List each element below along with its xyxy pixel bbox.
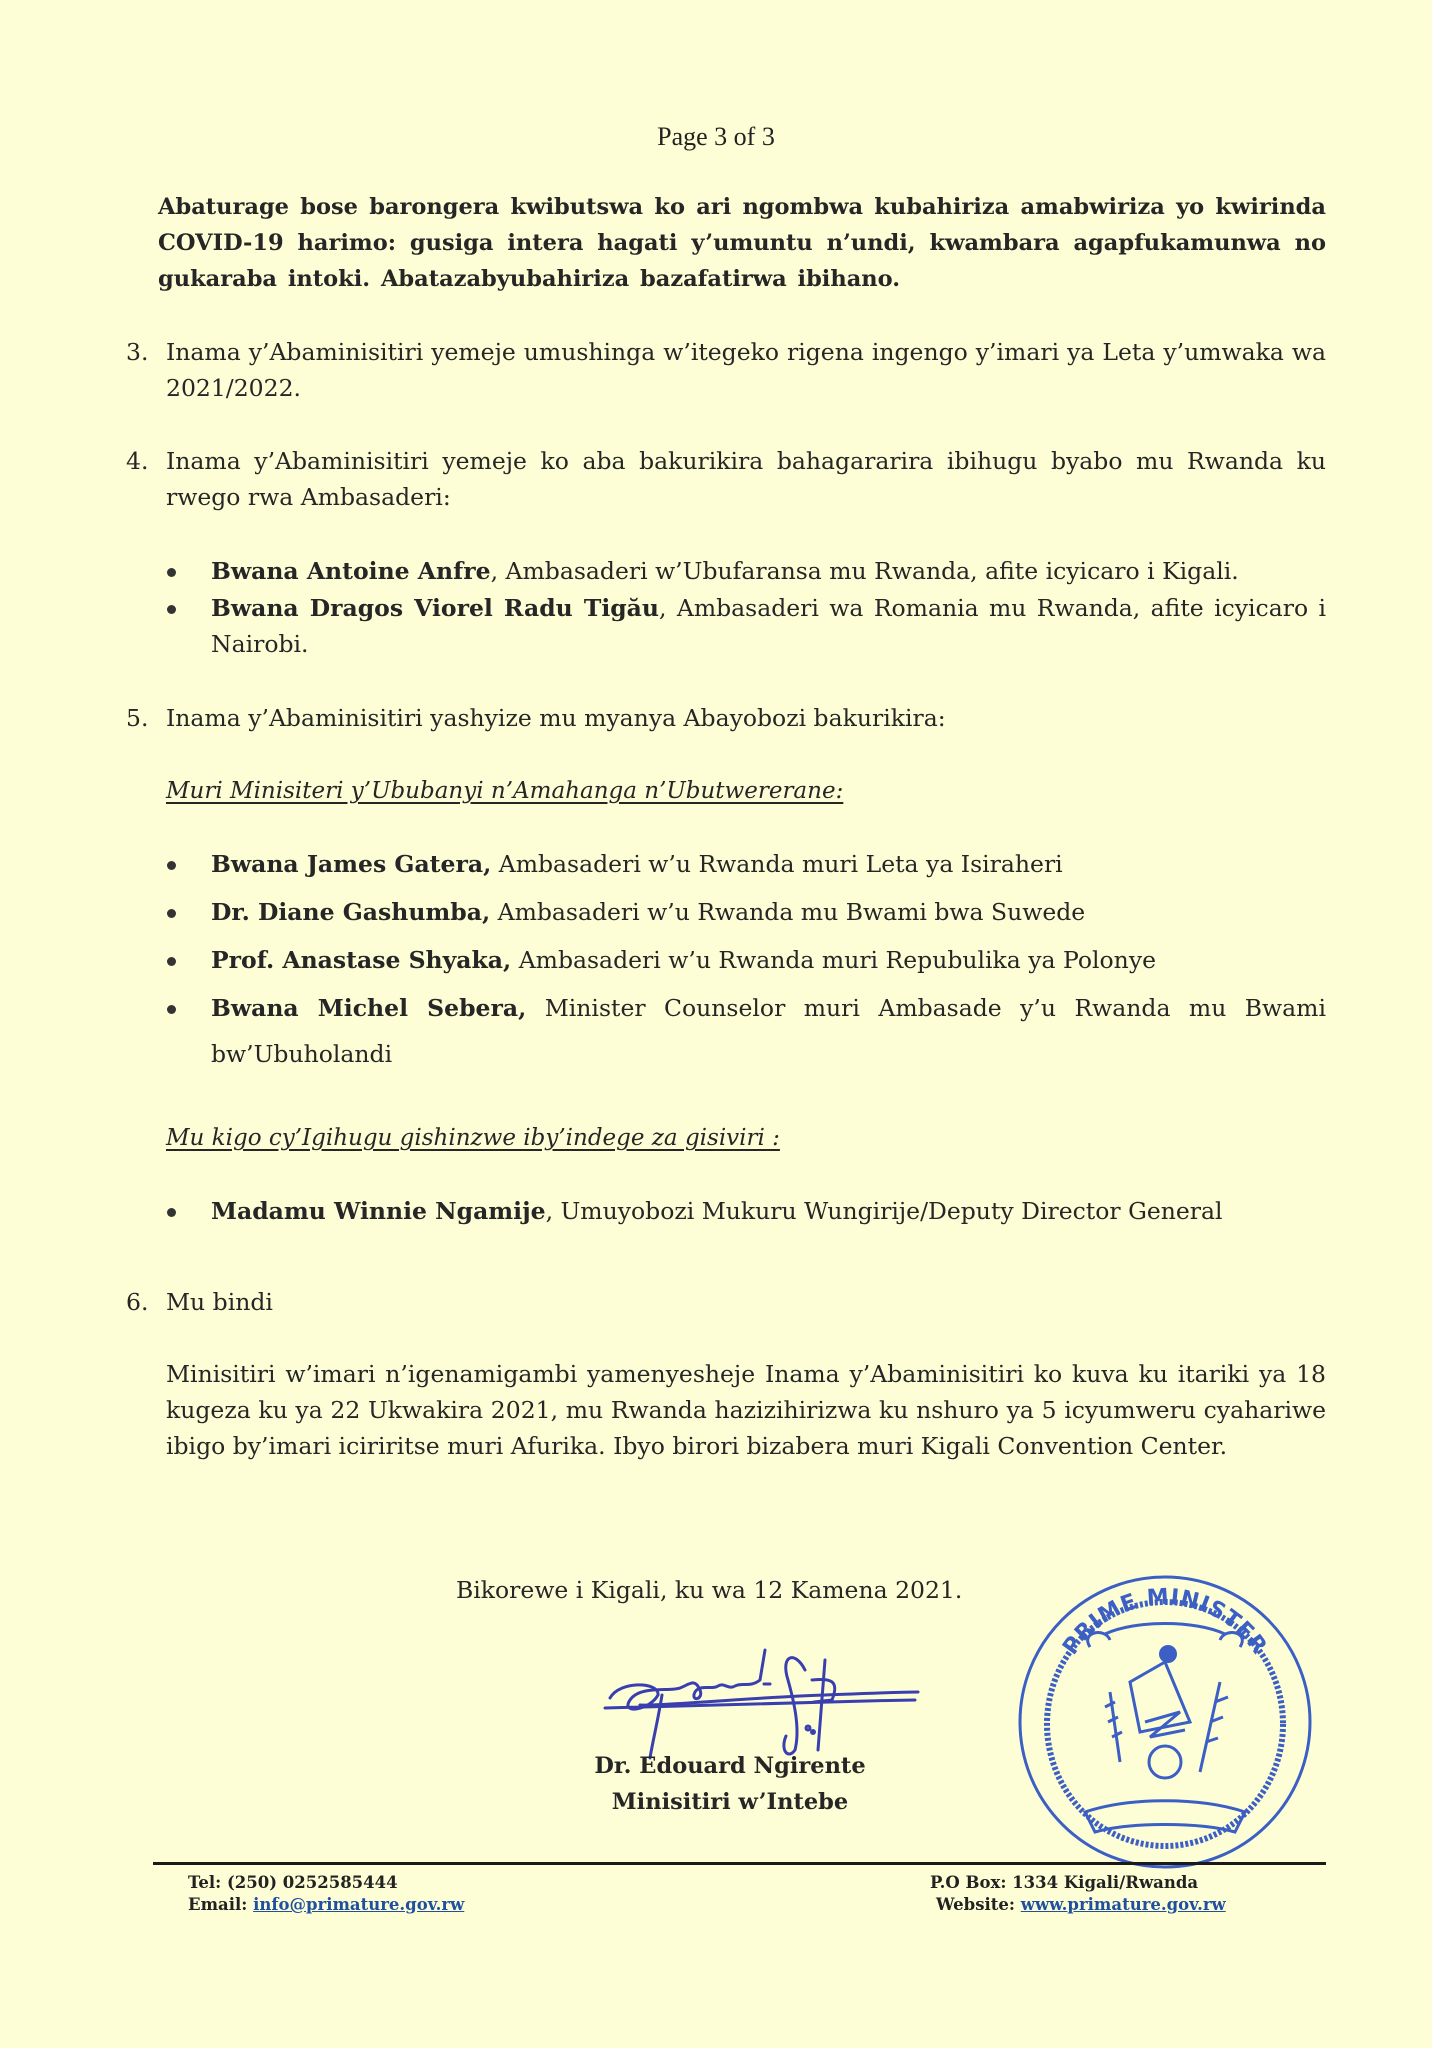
appointee-role: Ambasaderi w’u Rwanda mu Bwami bwa Suwede bbox=[490, 898, 1086, 926]
page-number: Page 3 of 3 bbox=[657, 122, 775, 151]
list-item bbox=[166, 846, 1326, 882]
stamp-text: PRIME MINISTER bbox=[1058, 1584, 1272, 1660]
handwritten-signature bbox=[600, 1640, 930, 1765]
footer-email-label: Email: bbox=[188, 1895, 254, 1914]
footer-po-box: P.O Box: 1334 Kigali/Rwanda bbox=[930, 1873, 1199, 1892]
item-number: 6. bbox=[126, 1288, 149, 1316]
item-4-text: Inama y’Abaminisitiri yemeje ko aba bakurikira bahagararira ibihugu byabo mu Rwanda ku rwego rwa Ambasaderi: bbox=[166, 447, 1326, 511]
appointee-role: Minister Counselor muri Ambasade y’u Rwanda mu Bwami bw’Ubuholandi bbox=[211, 994, 1326, 1068]
appointee-role: Ambasaderi w’u Rwanda muri Repubulika ya Polonye bbox=[511, 946, 1156, 974]
bullet-icon bbox=[167, 1005, 176, 1014]
bullet-icon bbox=[167, 1208, 176, 1217]
bullet-icon bbox=[167, 568, 176, 577]
item-3-text: Inama y’Abaminisitiri yemeje umushinga w’itegeko rigena ingengo y’imari ya Leta y’umwaka wa 2021/2022. bbox=[166, 338, 1326, 402]
footer-email-link[interactable]: info@primature.gov.rw bbox=[253, 1895, 465, 1914]
appointee-name: Dr. Diane Gashumba, bbox=[211, 898, 491, 926]
footer-divider bbox=[153, 1862, 1326, 1865]
appointee-role: Ambasaderi w’u Rwanda muri Leta ya Isiraheri bbox=[491, 850, 1063, 878]
list-item bbox=[166, 1193, 1326, 1229]
signatory-title: Minisitiri w’Intebe bbox=[611, 1789, 849, 1815]
signatory-name: Dr. Edouard Ngirente bbox=[594, 1753, 866, 1779]
appointee-name: Bwana James Gatera, bbox=[211, 850, 492, 878]
item-5-text: Inama y’Abaminisitiri yashyize mu myanya Abayobozi bakurikira: bbox=[166, 704, 946, 732]
footer-address bbox=[930, 1872, 1226, 1916]
appointee-role: , Umuyobozi Mukuru Wungirije/Deputy Director General bbox=[545, 1197, 1223, 1225]
list-item bbox=[166, 894, 1326, 930]
list-item bbox=[166, 990, 1326, 1077]
bullet-icon bbox=[167, 861, 176, 870]
covid-reminder-paragraph: Abaturage bose barongera kwibutswa ko ari ngombwa kubahiriza amabwiriza yo kwirinda COVID-19 harimo: gusiga intera hagati y’umuntu n’undi, kwambara agapfukamunwa no gukaraba intoki. Abatazabyubahiriza bazafatirwa ibihano. bbox=[158, 194, 1326, 292]
bullet-icon bbox=[167, 909, 176, 918]
list-item bbox=[166, 590, 1326, 662]
section-subheading: Muri Minisiteri y’Ububanyi n’Amahanga n’Ubutwererane: bbox=[166, 778, 844, 804]
footer-contact bbox=[188, 1872, 464, 1916]
item-number: 4. bbox=[126, 447, 149, 475]
official-stamp bbox=[1010, 1572, 1320, 1872]
item-6-paragraph: Minisitiri w’imari n’igenamigambi yamenyesheje Inama y’Abaminisitiri ko kuva ku itariki ya 18 kugeza ku ya 22 Ukwakira 2021, mu Rwanda hazizihirizwa ku nshuro ya 5 icyumweru cyahariwe ibigo by’imari iciriritse muri Afurika. Ibyo birori bizabera muri Kigali Convention Center. bbox=[166, 1360, 1326, 1460]
appointee-name: Bwana Antoine Anfre bbox=[211, 557, 491, 585]
bullet-icon bbox=[167, 957, 176, 966]
bullet-icon bbox=[167, 605, 176, 614]
footer-website-link[interactable]: www.primature.gov.rw bbox=[1020, 1895, 1226, 1914]
appointee-name: Bwana Michel Sebera, bbox=[211, 994, 527, 1022]
appointee-role: , Ambasaderi wa Romania mu Rwanda, afite icyicaro i Nairobi. bbox=[211, 594, 1327, 658]
section-subheading: Mu kigo cy’Igihugu gishinzwe iby’indege za gisiviri : bbox=[166, 1125, 780, 1151]
place-and-date: Bikorewe i Kigali, ku wa 12 Kamena 2021. bbox=[456, 1576, 963, 1604]
appointee-name: Bwana Dragos Viorel Radu Tigău bbox=[211, 594, 659, 622]
list-item bbox=[166, 942, 1326, 978]
item-number: 5. bbox=[126, 704, 149, 732]
item-6-text: Mu bindi bbox=[166, 1288, 273, 1316]
appointee-name: Prof. Anastase Shyaka, bbox=[211, 946, 512, 974]
footer-website-label: Website: bbox=[936, 1895, 1021, 1914]
appointee-role: , Ambasaderi w’Ubufaransa mu Rwanda, afite icyicaro i Kigali. bbox=[490, 557, 1239, 585]
item-number: 3. bbox=[126, 338, 149, 366]
footer-tel: Tel: (250) 0252585444 bbox=[188, 1873, 398, 1892]
appointee-name: Madamu Winnie Ngamije bbox=[211, 1197, 546, 1225]
list-item bbox=[166, 553, 1326, 589]
